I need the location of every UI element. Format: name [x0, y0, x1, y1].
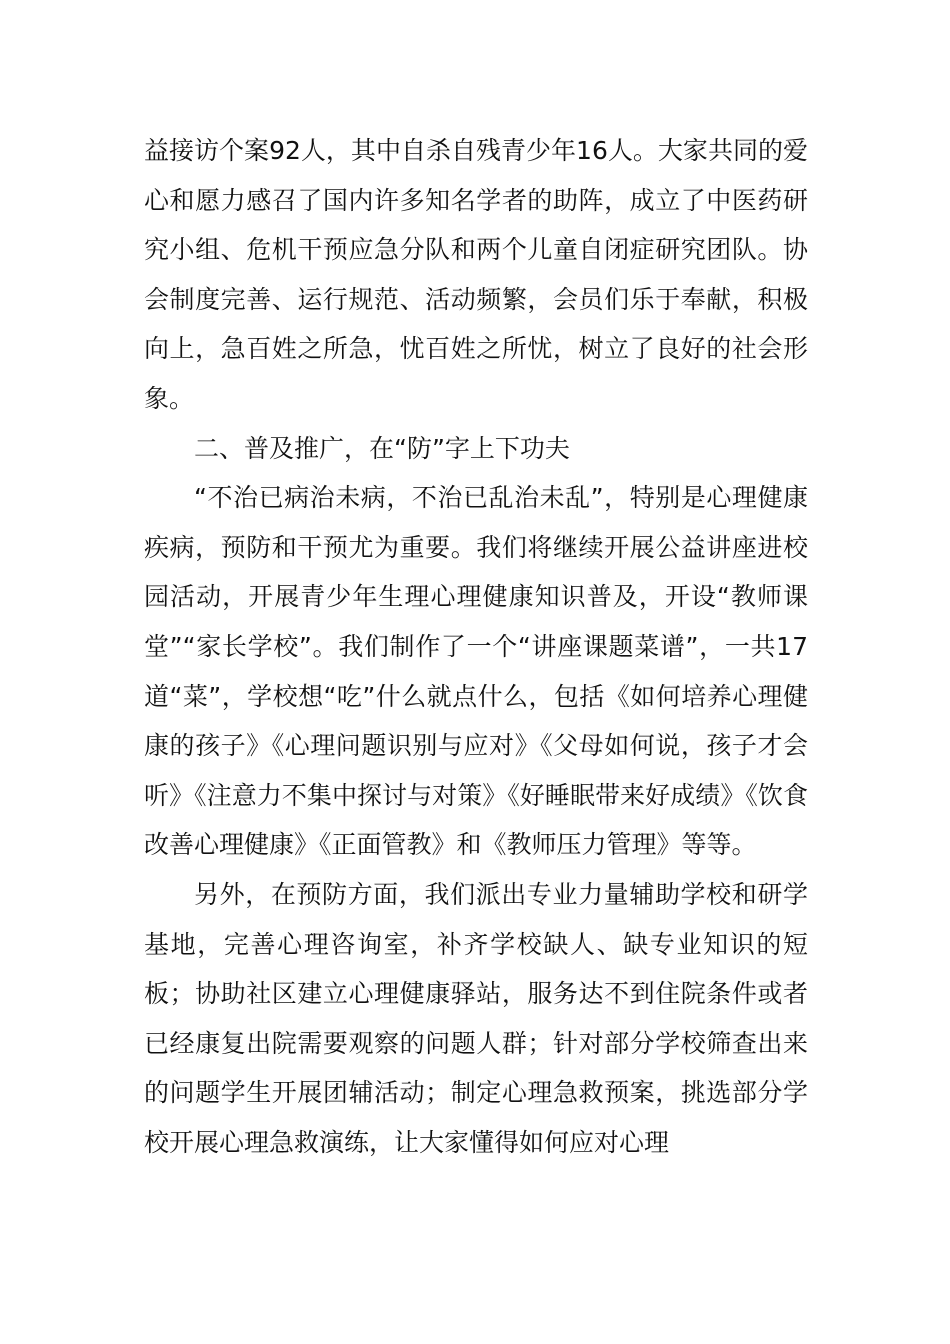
- paragraph-1: 益接访个案92人，其中自杀自残青少年16人。大家共同的爱心和愿力感召了国内许多知名学者的助阵，成立了中医药研究小组、危机干预应急分队和两个儿童自闭症研究团队。协会制度完善、运行规范、活动频繁，会员们乐于奉献，积极向上，急百姓之所急，忧百姓之所忧，树立了良好的社会形象。: [144, 136, 808, 413]
- document-body: [144, 126, 808, 1167]
- section-heading: 二、普及推广，在“防”字上下功夫: [194, 433, 570, 463]
- paragraph-2: “不治已病治未病，不治已乱治未乱”，特别是心理健康疾病，预防和干预尤为重要。我们将继续开展公益讲座进校园活动，开展青少年生理心理健康知识普及，开设“教师课堂”“家长学校”。我们制作了一个“讲座课题菜谱”，一共17道“菜”，学校想“吃”什么就点什么，包括《如何培养心理健康的孩子》《心理问题识别与应对》《父母如何说，孩子才会听》《注意力不集中探讨与对策》《好睡眠带来好成绩》《饮食改善心理健康》《正面管教》和《教师压力管理》等等。: [144, 483, 808, 860]
- paragraph-3: 另外，在预防方面，我们派出专业力量辅助学校和研学基地，完善心理咨询室，补齐学校缺人、缺专业知识的短板；协助社区建立心理健康驿站，服务达不到住院条件或者已经康复出院需要观察的问题人群；针对部分学校筛查出来的问题学生开展团辅活动；制定心理急救预案，挑选部分学校开展心理急救演练，让大家懂得如何应对心理: [144, 879, 808, 1157]
